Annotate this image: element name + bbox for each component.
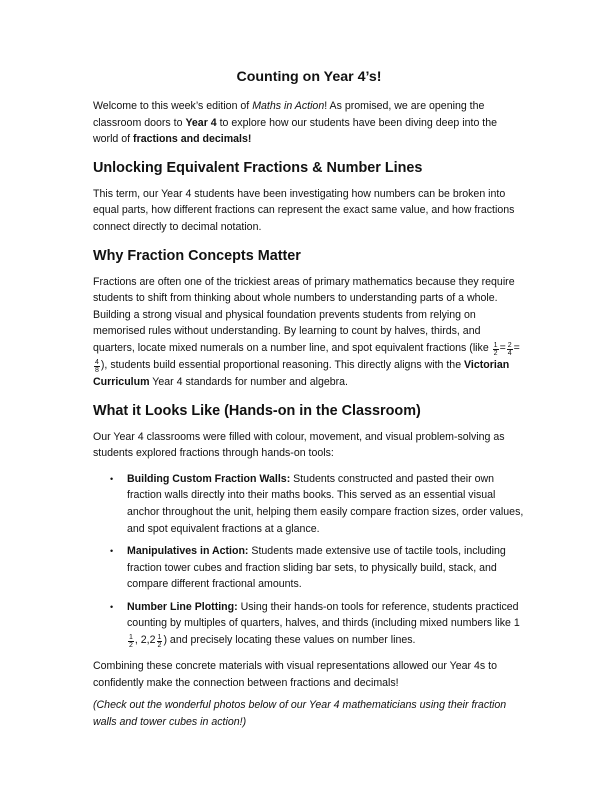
section-heading-why-fractions: Why Fraction Concepts Matter <box>93 247 301 264</box>
section-body-why-fractions <box>93 274 525 391</box>
closing-paragraph: Combining these concrete materials with visual representations allowed our Year 4s to confidently make the connection between fractions and decimals! <box>93 660 497 689</box>
intro-paragraph <box>93 98 525 148</box>
mixed-number-separator: , 2, <box>134 634 150 647</box>
list-item <box>93 599 525 649</box>
intro-text-2: ! As promised, we are opening the classroom doors to <box>93 100 485 129</box>
list-item <box>93 543 525 593</box>
list-item-text: Using their hands-on tools for reference, students practiced counting by multiples of quarters, halves, and thirds (including mixed numbers like <box>127 600 519 630</box>
bullet-icon: • <box>110 546 114 557</box>
equals-sign: = <box>499 341 506 354</box>
intro-text-1: Welcome to this week’s edition of <box>93 100 253 112</box>
fraction-four-eighths: $\frac{4}{8}$ <box>95 358 99 374</box>
newsletter-page <box>93 68 525 730</box>
fraction-two-quarters: $\frac{2}{4}$ <box>507 341 512 357</box>
topic-emphasis: fractions and decimals! <box>133 133 252 146</box>
page-title: Counting on Year 4’s! <box>236 69 382 85</box>
curriculum-emphasis: Victorian Curriculum <box>93 358 510 388</box>
photo-note: (Check out the wonderful photos below of our Year 4 mathematicians using their fraction walls and tower cubes in action!) <box>93 699 507 728</box>
list-item-text: Students constructed and pasted their own fraction walls directly into their maths books. This served as an essential visual anchor throughout the unit, helping them easily compare fraction sizes, order values, and spot equivalent fractions at a glance. <box>127 472 524 535</box>
intro-text-3: to explore how our students have been diving deep into the world of <box>93 116 498 146</box>
section-body-equivalent-fractions: This term, our Year 4 students have been investigating how numbers can be broken into equal parts, how different fractions can represent the exact same value, and how fractions connect directly to decimal notation. <box>93 187 515 233</box>
hands-on-tools-list <box>93 471 525 649</box>
why-text-1: Fractions are often one of the trickiest areas of primary mathematics because they require students to shift from thinking about whole numbers to understanding parts of a whole. Building a strong visual and physical foundation prevents students from relying on memorised rules without understanding. By learning to count by halves, thirds, and quarters, locate mixed numerals on a number line, and spot equivalent fractions (like <box>93 275 515 354</box>
year-4-emphasis: Year 4 <box>185 116 217 129</box>
mixed-number-one-and-half: 1 $\frac{1}{2}$ <box>129 617 520 650</box>
why-text-3: Year 4 standards for number and algebra. <box>149 375 348 388</box>
why-text-2: ), students build essential proportional reasoning. This directly aligns with the <box>100 358 465 371</box>
list-item-title: Manipulatives in Action: <box>127 545 249 558</box>
list-item-text-end: ) and precisely locating these values on number lines. <box>163 634 416 647</box>
section-heading-hands-on: What it Looks Like (Hands-on in the Classroom) <box>93 402 421 419</box>
list-item-title: Building Custom Fraction Walls: <box>127 472 291 485</box>
mixed-number-two-and-half: 2 $\frac{1}{2}$ <box>149 634 162 650</box>
section-heading-equivalent-fractions: Unlocking Equivalent Fractions & Number Lines <box>93 159 423 176</box>
bullet-icon: • <box>110 473 114 484</box>
section-intro-hands-on: Our Year 4 classrooms were filled with colour, movement, and visual problem-solving as students explored fractions through hands-on tools: <box>93 430 505 460</box>
fraction-one-half: $\frac{1}{2}$ <box>493 341 498 357</box>
publication-name: Maths in Action <box>252 100 325 112</box>
list-item <box>93 471 525 537</box>
bullet-icon: • <box>110 601 114 612</box>
fraction-one-half: $\frac{1}{2}$ <box>157 634 162 650</box>
fraction-one-half: $\frac{1}{2}$ <box>129 634 133 650</box>
equals-sign: = <box>513 341 520 354</box>
list-item-title: Number Line Plotting: <box>127 600 238 613</box>
list-item-text: Students made extensive use of tactile tools, including fraction tower cubes and fraction sliding bar sets, to physically build, stack, and compare different fractional amounts. <box>127 545 506 591</box>
